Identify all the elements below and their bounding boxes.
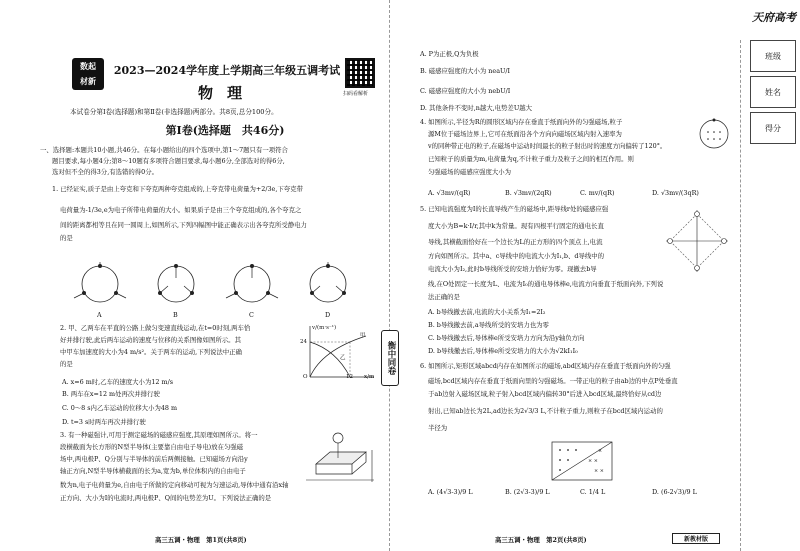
q3-line: 3. 有一种磁强计,可用于测定磁场的磁感应强度,其原理如图所示。将一 [60, 431, 258, 439]
instruction-line: 选对但不全的得3分,有选错的得0分。 [52, 168, 159, 176]
q2-graph-xmark: 12 [346, 374, 353, 380]
qr-caption: 扫码看解析 [343, 91, 369, 97]
q1-line: 1. 已经证实,质子是由上夸克和下夸克两种夸克组成的,上夸克带电荷量为+2/3e,下夸克带 [52, 185, 303, 193]
q2-graph-ylabel: v/(m·s⁻¹) [312, 325, 337, 331]
exam-note: 本试卷分第Ⅰ卷(选择题)和第Ⅱ卷(非选择题)两部分。共8页,总分100分。 [70, 108, 278, 116]
edition-badge: 新教材版 [672, 533, 720, 544]
q1-figure-c [226, 264, 278, 302]
q2-option-c[interactable]: C. 0～8 s内乙车运动的位移大小为48 m [62, 404, 178, 412]
q5-line: 电流大小为I₂,此时b导线所受的安培力恰好为零。现撤去b导 [428, 265, 597, 273]
q3-option-c[interactable]: C. 磁感应强度的大小为 nebU/I [420, 87, 511, 95]
q2-option-d[interactable]: D. t=3 s时两车再次并排行驶 [62, 418, 146, 426]
q6-option-c[interactable]: C. 1/4 L [580, 488, 606, 496]
q5-option-a[interactable]: A. b导线撤去前,电流的大小关系为I₁=2I₂ [428, 308, 546, 316]
q2-line: 2. 甲、乙两车在平直的公路上做匀变速直线运动,在t=0时刻,两车恰 [60, 324, 251, 332]
q2-option-b[interactable]: B. 两车在x=12 m处再次并排行驶 [62, 390, 160, 398]
q5-figure [662, 206, 732, 276]
q4-option-a[interactable]: A. √3mv/(qR) [428, 189, 471, 197]
q4-line: 匀强磁场的磁感应强度大小为 [428, 168, 512, 176]
q3-line: 数为n,电子电荷量为e,自由电子所做的定向移动可视为匀速运动,导体中通有沿x轴 [60, 481, 289, 489]
q3-figure [302, 430, 378, 488]
q5-option-d[interactable]: D. b导线撤去后,导体棒e所受安培力的大小为√2kI₁I₀ [428, 347, 578, 355]
q2-line: 的是 [60, 360, 73, 368]
q3-line: 场中,两电极P、Q分别与半导体的前后两侧接触。已知磁场方向沿y [60, 455, 248, 463]
q1-figure-d [310, 262, 346, 302]
q5-line: 法正确的是 [428, 293, 460, 301]
brand-stamp: 衡中同卷 [381, 330, 399, 386]
binding-cut-line [740, 40, 741, 551]
q2-line: 好并排行驶,此后两车运动的速度与位移的关系图像如图所示。其 [60, 336, 241, 344]
q1-label-d: D [325, 311, 331, 319]
binding-margin [736, 0, 800, 551]
q4-option-b[interactable]: B. √3mv/(2qR) [505, 189, 552, 197]
q2-option-a[interactable]: A. x=6 m时,乙车的速度大小为12 m/s [62, 378, 173, 386]
publisher-logo: 数起 材新 [72, 58, 104, 90]
q2-line: 中甲车加速度的大小为4 m/s²。关于两车的运动,下列说法中正确 [60, 348, 242, 356]
svg-text:× ×: × × [594, 468, 604, 474]
q2-graph-xlabel: x/m [364, 374, 375, 380]
q3-option-b[interactable]: B. 磁感应强度的大小为 neaU/I [420, 67, 511, 75]
q3-option-a[interactable]: A. P为正极,Q为负极 [420, 50, 479, 58]
subject-title: 物理 [197, 84, 256, 102]
q6-line: 半径为 [428, 424, 448, 432]
q4-line: 4. 如图所示,半径为R的圆形区域内存在垂直于纸面向外的匀强磁场,粒子 [420, 118, 623, 126]
section-title: 第Ⅰ卷(选择题 共46分) [165, 124, 285, 137]
q6-line: 6. 如图所示,矩形区域abcd内存在如图所示的磁场,abd区域内存在垂直于纸面向外的匀强 [420, 362, 671, 370]
q1-label-a: A [97, 311, 102, 319]
q3-line: 正方向、大小为I的电流时,两电极P、Q间的电势差为U。下列说法正确的是 [60, 494, 272, 502]
svg-text:× ×: × × [588, 458, 598, 464]
instruction-line: 一、选择题:本题共10小题,共46分。在每小题给出的四个选项中,第1～7题只有一项符合 [40, 146, 288, 154]
qr-code[interactable] [345, 58, 375, 88]
q1-figure-a [74, 262, 126, 302]
q3-line: 轴正方向,N型半导体横截面的长为a,宽为b,单位体积内的自由电子 [60, 467, 246, 475]
left-page [0, 0, 380, 551]
q4-option-d[interactable]: D. √3mv/(3qR) [652, 189, 699, 197]
instruction-line: 题目要求,每小题4分;第8～10题有多项符合题目要求,每小题6分,全部选对的得6分, [52, 157, 285, 165]
q6-line: 于ab边射入磁场区域,粒子射入bcd区域内偏转30°后进入bcd区域,最终恰好从cd边 [428, 390, 662, 398]
q6-option-b[interactable]: B. (2√3-3)/9 L [505, 488, 550, 496]
right-page [400, 0, 732, 551]
q5-line: 线,在O处固定一长度为L、电流为I₀的通电导体棒e,电流方向垂直于纸面向外,下列说 [428, 280, 664, 288]
q1-line: 间的距离都相等且在同一圆周上,如图所示,下列四幅图中能正确表示出各夸克所受静电力 [60, 221, 307, 229]
q6-figure [546, 438, 618, 486]
q4-figure [696, 112, 732, 152]
page-spine [381, 0, 399, 551]
q6-line: 射出,已知ab边长为2L,ad边长为2√3/3 L,不计粒子重力,则粒子在bcd区域内运动的 [428, 407, 663, 415]
class-field[interactable]: 班级 [750, 40, 796, 72]
footer-page-2: 高三五调・物理 第2页(共8页) [495, 536, 587, 544]
q1-line: 电荷量为-1/3e,e为电子所带电荷量的大小。如果质子是由三个夸克组成的,各个夸克之 [60, 206, 302, 214]
q6-option-a[interactable]: A. (4√3-3)/9 L [428, 488, 473, 496]
q5-line: 5. 已知电流强度为I的长直导线产生的磁场中,距导线r处的磁感应强 [420, 205, 609, 213]
q3-line: 段横截面为长方形的N型半导体(主要靠自由电子导电)放在匀强磁 [60, 443, 244, 451]
q1-label-b: B [173, 311, 178, 319]
q6-option-d[interactable]: D. (6-2√3)/9 L [652, 488, 697, 496]
q1-line: 的是 [60, 234, 73, 242]
name-field[interactable]: 姓名 [750, 76, 796, 108]
q4-line: v的同种带正电的粒子,在磁场中运动时间最长的粒子射出时的速度方向偏转了120°。 [428, 142, 667, 150]
q1-figure-b [158, 264, 194, 302]
q5-option-b[interactable]: B. b导线撤去前,a导线所受的安培力也为零 [428, 321, 549, 329]
q5-option-c[interactable]: C. b导线撤去后,导体棒e所受安培力方向为沿y轴负方向 [428, 334, 585, 342]
score-field[interactable]: 得分 [750, 112, 796, 144]
q2-graph-origin: O [303, 374, 308, 380]
q5-line: 方向如图所示。其中a、c导线中的电流大小为I₁,b、d导线中的 [428, 252, 605, 260]
q3-option-d[interactable]: D. 其他条件不变时,n越大,电势差U越大 [420, 104, 532, 112]
spine-fold-line [389, 0, 390, 551]
q6-line: 磁场,bcd区域内存在垂直于纸面向里的匀强磁场。一带正电的粒子由ab边的中点P处垂直 [428, 377, 678, 385]
q2-graph-curve-2: 乙 [340, 355, 346, 361]
exam-title: 2023—2024学年度上学期高三年级五调考试 [113, 64, 341, 77]
q2-graph-curve-1: 甲 [360, 333, 366, 339]
q2-graph-ymark: 24 [300, 339, 307, 345]
q4-line: 已知粒子的质量为m,电荷量为q,不计粒子重力及粒子之间的相互作用。则 [428, 155, 634, 163]
q4-option-c[interactable]: C. mv/(qR) [580, 189, 615, 197]
q5-line: 导线,其横截面恰好在一个边长为L的正方形的四个顶点上,电流 [428, 238, 603, 246]
svg-text:×: × [598, 448, 603, 454]
q5-line: 度大小为B=k·I/r,其中k为常量。现有四根平行固定的通电长直 [428, 222, 604, 230]
brand-logo: 天府高考 [752, 11, 796, 24]
q1-label-c: C [249, 311, 254, 319]
footer-page-1: 高三五调・物理 第1页(共8页) [155, 536, 247, 544]
q4-line: 源M位于磁场边界上,它可在纸面沿各个方向向磁场区域内射入速率为 [428, 130, 622, 138]
q1-figures [60, 262, 378, 310]
